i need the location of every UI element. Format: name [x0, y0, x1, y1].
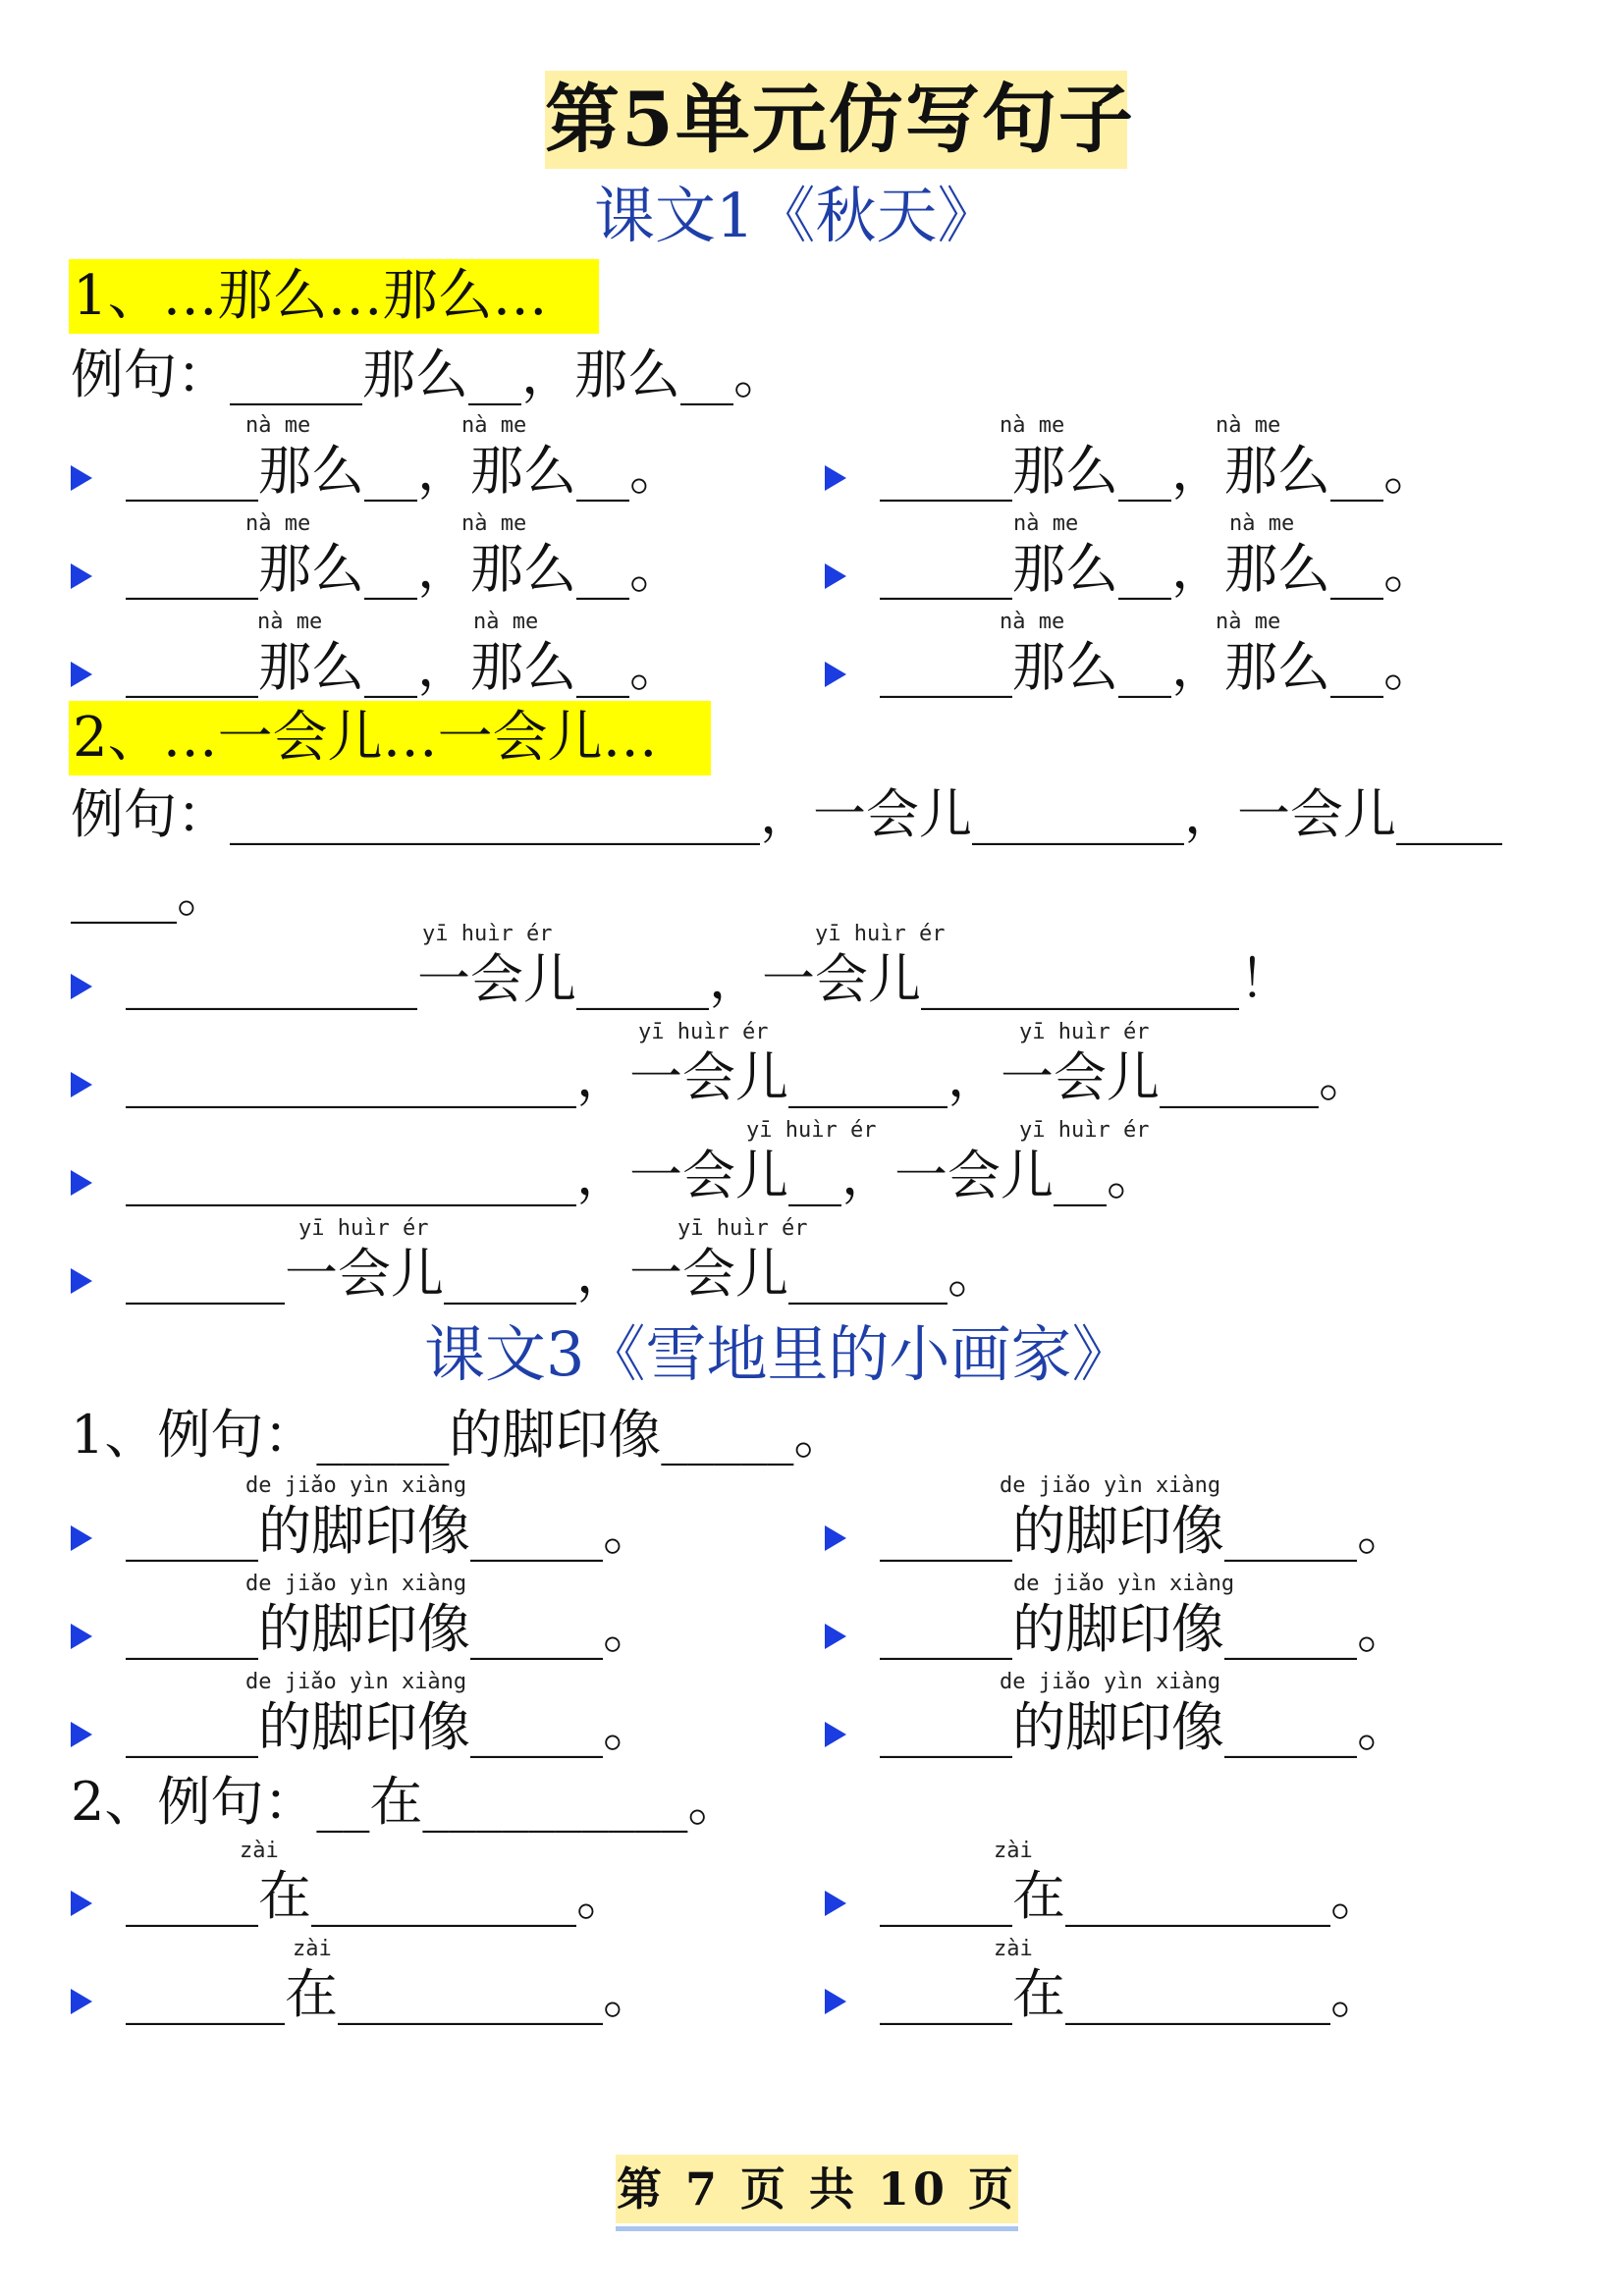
exercise-text: _____在__________。: [880, 1865, 1383, 1927]
pinyin: de jiǎo yìn xiàng: [1013, 1572, 1235, 1596]
exercise-text: _____在__________。: [126, 1865, 629, 1927]
section-nam-heading: 1、…那么…那么…: [69, 259, 599, 334]
exercise-text: ___________一会儿_____，一会儿____________！: [126, 948, 1292, 1010]
bullet-triangle-icon: [825, 563, 846, 589]
lesson3-title: 课文3《雪地里的小画家》: [424, 1318, 1133, 1390]
pinyin: zài: [240, 1839, 279, 1863]
exercise-text: _________________，一会儿__，一会儿__。: [126, 1145, 1160, 1206]
pinyin: nà me: [257, 610, 323, 634]
pinyin: nà me: [1229, 511, 1295, 536]
section-yihuier-heading: 2、…一会儿…一会儿…: [69, 701, 711, 775]
bullet-triangle-icon: [71, 465, 92, 491]
pinyin: nà me: [1216, 413, 1281, 438]
bullet-triangle-icon: [825, 1891, 846, 1916]
exercise-text: _____那么__，那么__。: [880, 636, 1436, 698]
page-title: 第5单元仿写句子: [545, 71, 1127, 169]
pinyin: yī huìr ér: [638, 1020, 769, 1044]
pinyin: nà me: [1000, 610, 1065, 634]
pinyin: yī huìr ér: [1019, 1020, 1150, 1044]
pinyin: zài: [293, 1937, 332, 1961]
pinyin: nà me: [245, 511, 311, 536]
example-sentence: 例句：____________________，一会儿________，一会儿____: [71, 783, 1502, 845]
exercise-text: _____的脚印像_____。: [880, 1696, 1410, 1758]
pinyin: nà me: [1216, 610, 1281, 634]
bullet-triangle-icon: [825, 662, 846, 687]
example-sentence-continued: ____。: [71, 862, 230, 924]
bullet-triangle-icon: [825, 465, 846, 491]
pinyin: de jiǎo yìn xiàng: [1000, 1670, 1221, 1694]
page-number: 第 7 页 共 10 页: [616, 2155, 1018, 2223]
bullet-triangle-icon: [71, 1072, 92, 1097]
exercise-text: _____的脚印像_____。: [126, 1500, 656, 1562]
pinyin: yī huìr ér: [298, 1216, 429, 1241]
exercise-text: _________________，一会儿______，一会儿______。: [126, 1046, 1372, 1108]
pinyin: nà me: [461, 413, 527, 438]
bullet-triangle-icon: [71, 1989, 92, 2014]
bullet-triangle-icon: [71, 1525, 92, 1551]
bullet-triangle-icon: [825, 1722, 846, 1747]
pinyin: de jiǎo yìn xiàng: [245, 1670, 467, 1694]
pinyin: nà me: [1000, 413, 1065, 438]
bullet-triangle-icon: [71, 974, 92, 999]
footer-underline: [616, 2226, 1018, 2231]
exercise-text: _____的脚印像_____。: [880, 1500, 1410, 1562]
exercise-text: ______一会儿_____，一会儿______。: [126, 1243, 1001, 1305]
lesson1-title: 课文1《秋天》: [594, 180, 999, 251]
bullet-triangle-icon: [71, 1624, 92, 1649]
pinyin: yī huìr ér: [815, 922, 946, 946]
example-sentence: 1、例句：_____的脚印像_____。: [71, 1404, 847, 1466]
bullet-triangle-icon: [71, 563, 92, 589]
bullet-triangle-icon: [825, 1525, 846, 1551]
exercise-text: _____的脚印像_____。: [880, 1598, 1410, 1660]
exercise-text: _____的脚印像_____。: [126, 1598, 656, 1660]
exercise-text: _____在__________。: [880, 1963, 1383, 2025]
pinyin: zài: [994, 1839, 1033, 1863]
pinyin: nà me: [473, 610, 539, 634]
bullet-triangle-icon: [71, 1170, 92, 1196]
example-sentence: 2、例句：__在__________。: [71, 1771, 741, 1833]
pinyin: de jiǎo yìn xiàng: [245, 1572, 467, 1596]
example-sentence: 例句：_____那么__，那么__。: [71, 344, 786, 405]
pinyin: nà me: [245, 413, 311, 438]
exercise-text: _____的脚印像_____。: [126, 1696, 656, 1758]
pinyin: zài: [994, 1937, 1033, 1961]
bullet-triangle-icon: [825, 1989, 846, 2014]
exercise-text: _____那么__，那么__。: [126, 636, 682, 698]
pinyin: yī huìr ér: [1019, 1118, 1150, 1143]
bullet-triangle-icon: [71, 1268, 92, 1294]
pinyin: yī huìr ér: [422, 922, 553, 946]
bullet-triangle-icon: [71, 1722, 92, 1747]
exercise-text: _____那么__，那么__。: [126, 538, 682, 600]
exercise-text: _____那么__，那么__。: [880, 538, 1436, 600]
exercise-text: _____那么__，那么__。: [880, 440, 1436, 502]
pinyin: de jiǎo yìn xiàng: [245, 1473, 467, 1498]
pinyin: yī huìr ér: [746, 1118, 877, 1143]
bullet-triangle-icon: [71, 1891, 92, 1916]
pinyin: de jiǎo yìn xiàng: [1000, 1473, 1221, 1498]
pinyin: nà me: [1013, 511, 1079, 536]
exercise-text: ______在__________。: [126, 1963, 656, 2025]
exercise-text: _____那么__，那么__。: [126, 440, 682, 502]
pinyin: yī huìr ér: [677, 1216, 808, 1241]
bullet-triangle-icon: [71, 662, 92, 687]
pinyin: nà me: [461, 511, 527, 536]
bullet-triangle-icon: [825, 1624, 846, 1649]
